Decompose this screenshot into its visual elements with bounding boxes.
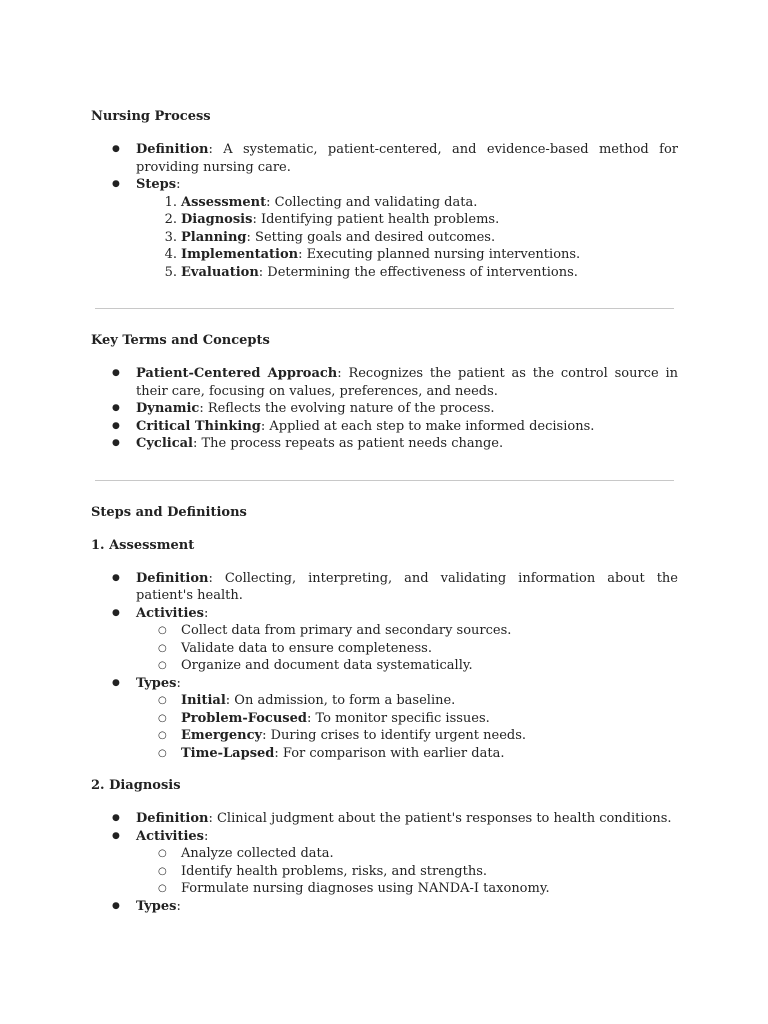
list-item [91,211,678,229]
term: Diagnosis [181,212,253,227]
list-item [91,141,678,176]
section-title-key-terms: Key Terms and Concepts [91,333,270,348]
term: Emergency [181,728,263,743]
list-item [91,605,678,675]
list-item [91,810,678,828]
nursing-process-list [91,141,678,281]
term: Definition [136,570,209,586]
term: Initial [181,693,226,708]
term: Time-Lapsed [181,745,275,761]
list-item [91,400,678,418]
diagnosis-activities-list [91,845,678,898]
term: Steps [136,177,177,192]
term: Activities [136,828,204,844]
list-item [91,675,678,763]
list-item [91,570,678,605]
horizontal-divider [95,308,674,309]
list-item: ○ Formulate nursing diagnoses using NANDA-I taxonomy. [91,880,678,898]
list-item: ○ Organize and document data systematically. [91,657,678,675]
spacer [91,522,678,537]
list-item [91,435,678,453]
document-content [91,108,678,915]
list-item [91,365,678,400]
term: Activities [136,605,204,621]
term: Cyclical [136,436,193,451]
term: Definition [136,811,209,826]
section-title-nursing-process: Nursing Process [91,109,211,124]
term: Planning [181,229,247,245]
list-item [91,264,678,282]
list-item [91,710,678,728]
list-number: 5. [164,264,177,280]
list-item: ○ Validate data to ensure completeness. [91,640,678,658]
term-description: : Collecting and validating data. [266,194,478,210]
list-number: 3. [164,229,177,245]
term-description: : Executing planned nursing interventions. [298,247,581,262]
term: Assessment [181,194,267,210]
diagnosis-list [91,810,678,915]
list-number: 4. [164,247,177,262]
term: Evaluation [181,264,259,280]
term-description: : Recognizes the patient as the control source in their care, focusing on values, preferences, and needs. [136,366,678,399]
term-description: : Reflects the evolving nature of the process. [199,401,495,416]
list-item [91,828,678,898]
term-description: : Clinical judgment about the patient's responses to health conditions. [208,811,672,826]
term-description: : Setting goals and desired outcomes. [246,229,496,245]
horizontal-divider [95,480,674,481]
term-description: : On admission, to form a baseline. [225,693,456,708]
list-item [91,194,678,212]
term-description: : During crises to identify urgent needs. [262,728,527,743]
steps-list [91,194,678,282]
term-description: : Determining the effectiveness of interventions. [258,264,578,280]
list-item [91,229,678,247]
key-terms-list [91,365,678,453]
list-item [91,745,678,763]
term: Definition [136,142,209,157]
assessment-types-list [91,692,678,762]
term-description: : To monitor specific issues. [306,710,490,726]
term: Types [136,898,177,914]
term-description: : [203,828,209,844]
list-item: ○ Identify health problems, risks, and strengths. [91,863,678,881]
term-description: : [176,675,181,691]
assessment-list [91,570,678,763]
subsection-title-diagnosis: 2. Diagnosis [91,778,181,793]
term-description: : Applied at each step to make informed decisions. [260,418,595,434]
term: Dynamic [136,401,200,416]
term-description: : [176,898,181,914]
term-description: : [203,605,209,621]
list-item [91,246,678,264]
list-item [91,898,678,916]
subsection-title-assessment: 1. Assessment [91,537,195,553]
term-description: : Identifying patient health problems. [252,212,500,227]
list-item [91,176,678,281]
list-number: 1. [164,194,177,210]
term-description: : The process repeats as patient needs change. [192,436,504,451]
list-item: ○ Analyze collected data. [91,845,678,863]
section-title-steps-definitions: Steps and Definitions [91,504,247,520]
term: Implementation [181,247,299,262]
list-item [91,692,678,710]
assessment-activities-list [91,622,678,675]
list-item [91,418,678,436]
term: Patient-Centered Approach [136,366,338,381]
term-description: : [176,177,181,192]
term-description: : For comparison with earlier data. [274,745,505,761]
spacer [91,762,678,777]
list-number: 2. [164,212,177,227]
term-description: : Collecting, interpreting, and validating information about the patient's health. [136,570,678,603]
list-item [91,727,678,745]
term-description: : A systematic, patient-centered, and evidence-based method for providing nursing care. [136,142,678,175]
list-item: ○ Collect data from primary and secondary sources. [91,622,678,640]
term: Critical Thinking [136,418,261,434]
term: Problem-Focused [181,710,307,726]
term: Types [136,675,177,691]
